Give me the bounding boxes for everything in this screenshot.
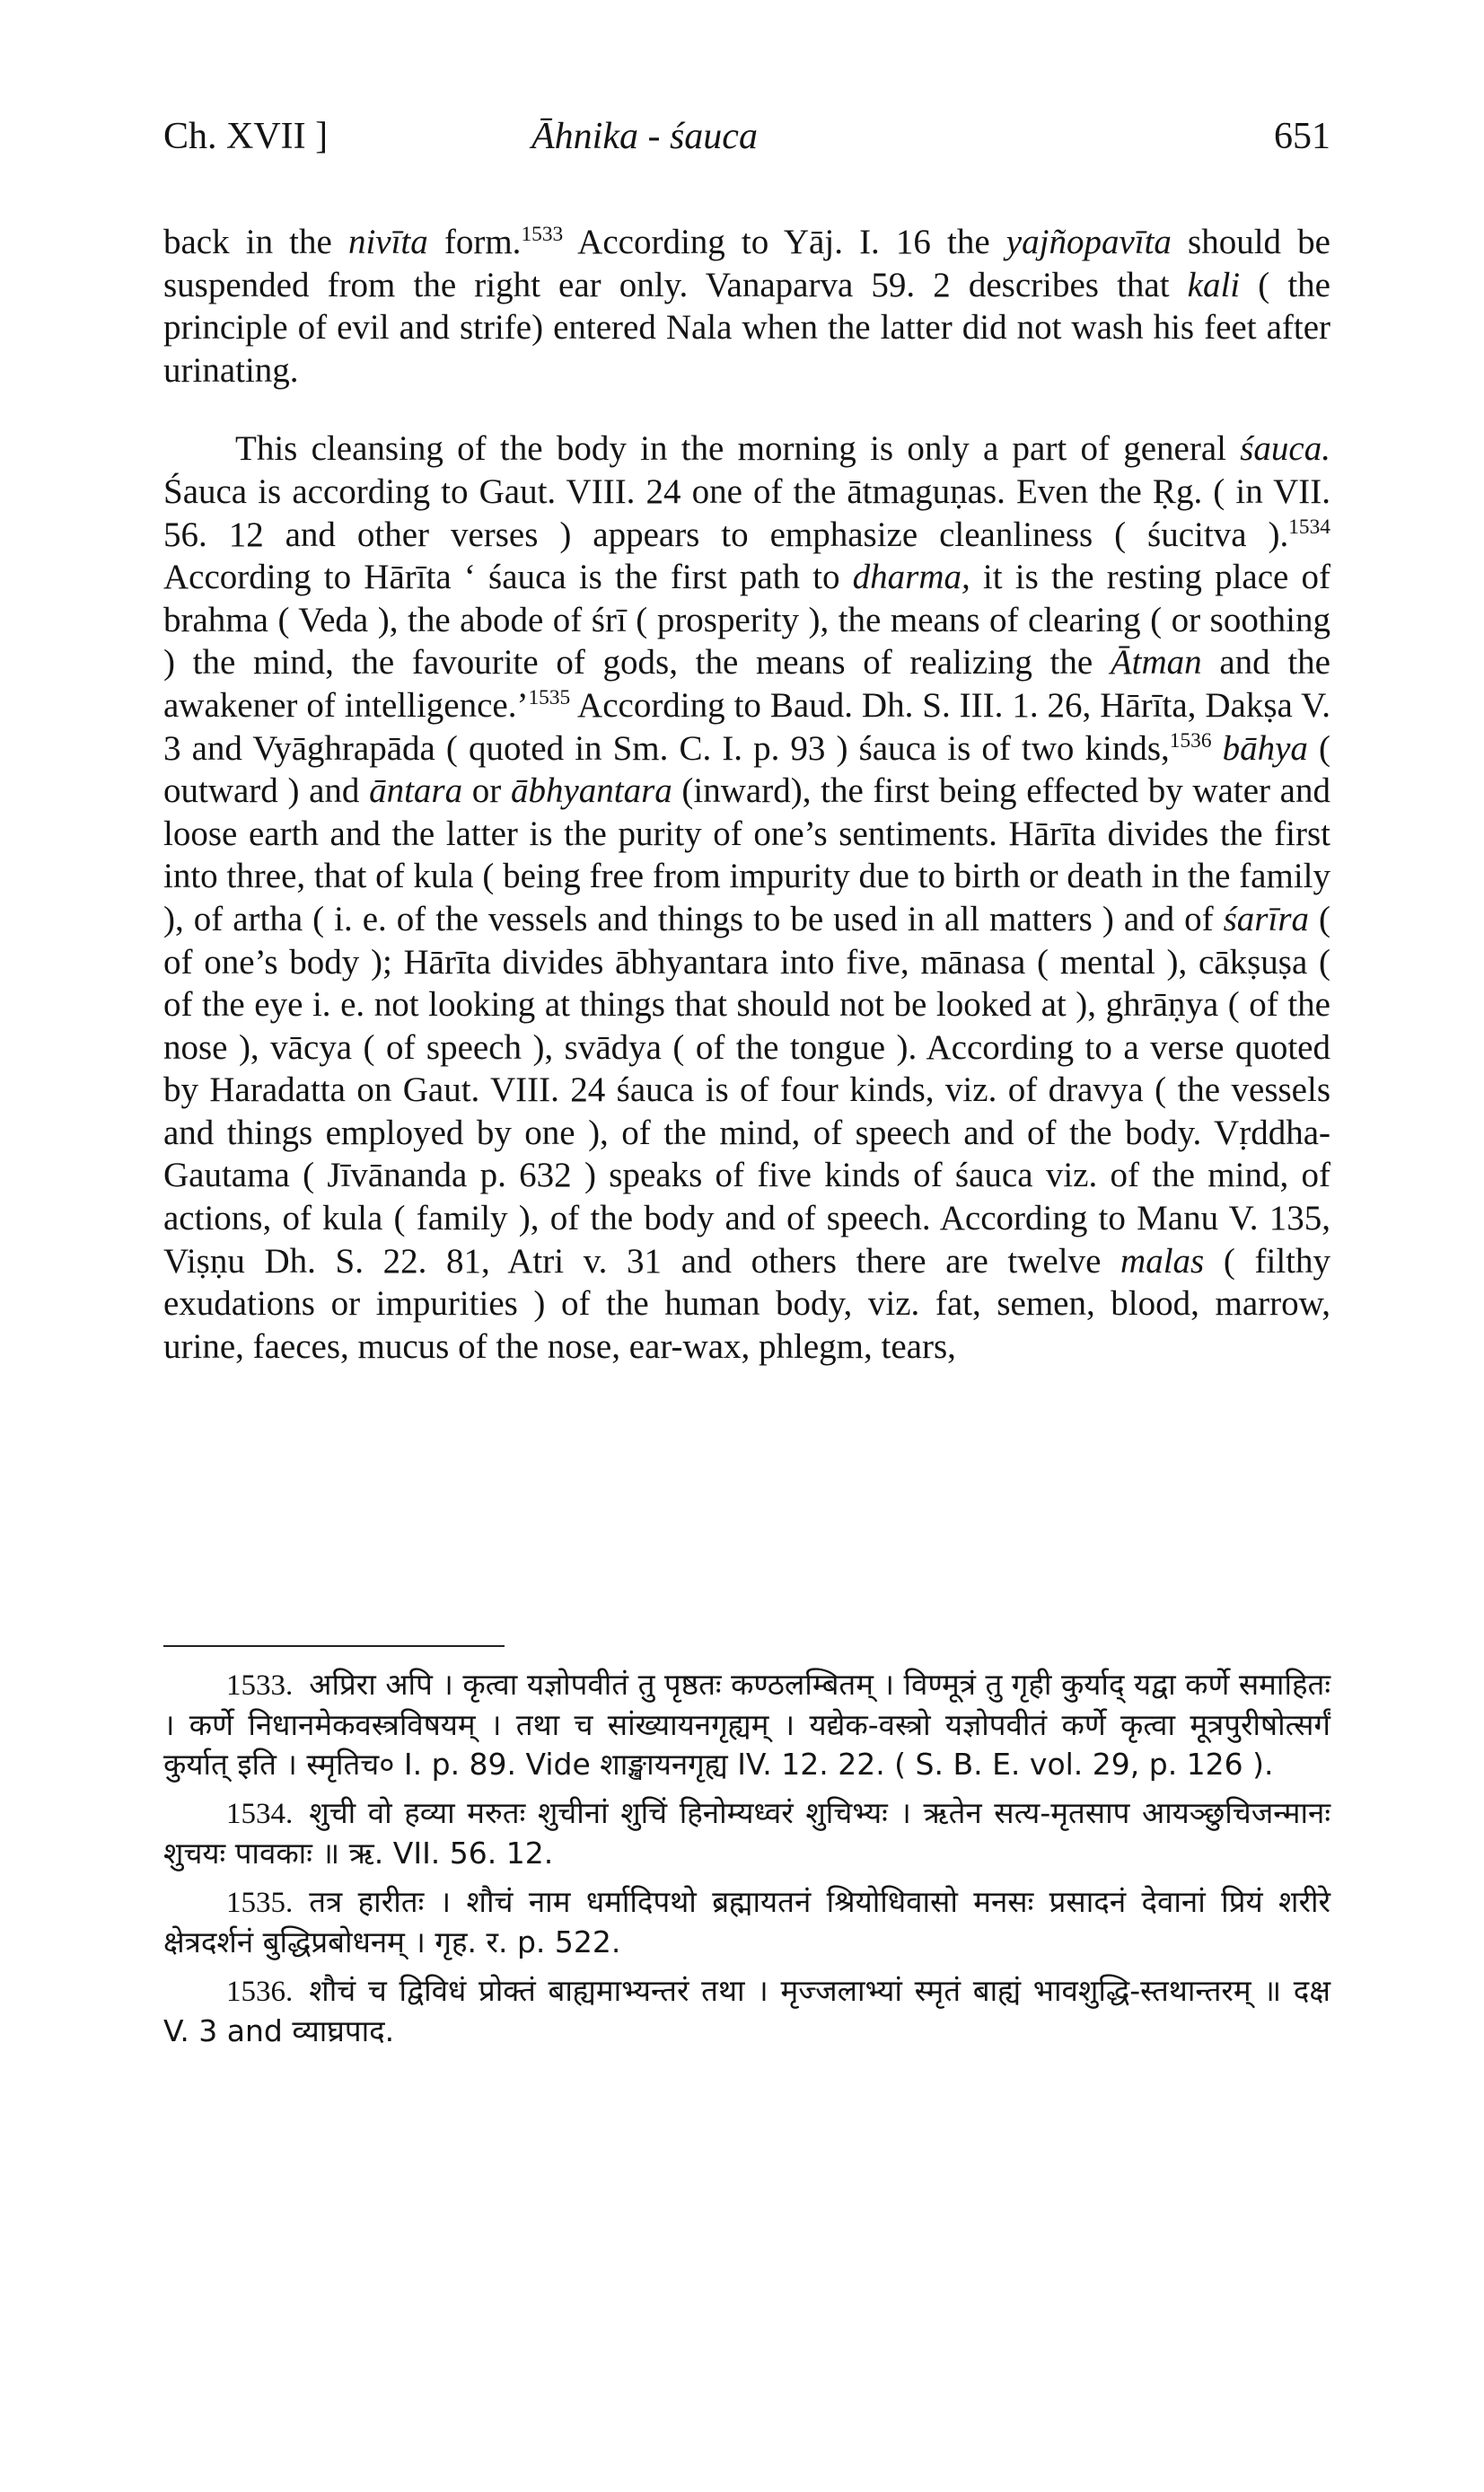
text-run: ( of one’s body ); Hārīta divides ābhyantara into five, mānasa ( mental ), cākṣuṣa ( of the eye i. e. not looking at things that should not be looked at ), ghrāṇya ( of the nose ), vācya ( of speech ), svādya ( of the tongue ). According to a verse quoted by Haradatta on Gaut. VIII. 24 śauca is of four kinds, viz. of dravya ( the vessels and things employed by one ), of the mind, of speech and of the body. Vṛddha-Gautama ( Jīvānanda p. 632 ) speaks of five kinds of śauca viz. of the mind, of actions, of kula ( family ), of the body and of speech. According to Manu V. 135, Viṣṇu Dh. S. 22. 81, Atri v. 31 and others there are twelve [163, 899, 1330, 1281]
text-run: back in the [163, 223, 348, 261]
footnote-text: तत्र हारीतः । शौचं नाम धर्मादिपथो ब्रह्मायतनं श्रियोधिवासो मनसः प्रसादनं देवानां प्रियं शरीरे क्षेत्रदर्शनं बुद्धिप्रबोधनम् । गृह. र. p. 522. [163, 1884, 1330, 1959]
footnote-ref: 1536 [1169, 728, 1212, 753]
italic-term: āntara [369, 771, 463, 811]
footnote [163, 1665, 1330, 1784]
italic-term: kali [1187, 265, 1241, 304]
footnote-ref: 1534 [1288, 515, 1330, 539]
chapter-label: Ch. XVII ] [163, 116, 329, 157]
text-run: According to Yāj. I. 16 the [563, 223, 1006, 261]
footnote-text: शुची वो हव्या मरुतः शुचीनां शुचिं हिनोम्यध्वरं शुचिभ्यः । ऋतेन सत्य-मृतसाप आयञ्छुचिजन्मानः शुचयः पावकाः ॥ ऋ. VII. 56. 12. [163, 1795, 1330, 1871]
text-run: According to Hārīta ‘ śauca is the first path to [163, 558, 853, 597]
footnote-number: 1534. [226, 1798, 294, 1830]
page-number: 651 [1274, 116, 1330, 157]
italic-term: ābhyantara [510, 771, 672, 811]
running-header [163, 115, 1330, 169]
text-run [1212, 729, 1223, 768]
text-run: ( outward ) and [163, 728, 1330, 811]
italic-term: nivīta [347, 223, 428, 261]
footnote-divider [163, 1645, 505, 1647]
footnote-text: शौचं च द्विविधं प्रोक्तं बाह्यमाभ्यन्तरं तथा । मृज्जलाभ्यां स्मृतं बाह्यं भावशुद्धि-स्तथान्तरम् ॥ दक्ष V. 3 and व्याघ्रपाद. [163, 1973, 1330, 2048]
text-run: ( the principle of evil and strife) entered Nala when the latter did not wash his feet after urinating. [163, 265, 1330, 390]
footnote [163, 1793, 1330, 1873]
footnote-ref: 1535 [528, 685, 571, 709]
footnote-number: 1535. [226, 1887, 294, 1919]
text-run: This cleansing of the body in the morning is only a part of general [235, 429, 1241, 469]
footnote [163, 1882, 1330, 1962]
italic-term: śarīra [1223, 899, 1309, 938]
footnotes [163, 1665, 1330, 2060]
footnote-text: अप्रिरा अपि । कृत्वा यज्ञोपवीतं तु पृष्ठतः कण्ठलम्बितम् । विण्मूत्रं तु गृही कुर्याद् यद्वा कर्णे समाहितः । कर्णे निधानमेकवस्त्रविषयम् । तथा च सांख्यायनगृह्यम् । यद्येक-वस्त्रो यज्ञोपवीतं कर्णे कृत्वा मूत्रपुरीषोत्सर्गं कुर्यात् इति । स्मृतिच० I. p. 89. Vide शाङ्खायनगृह्य IV. 12. 22. ( S. B. E. vol. 29, p. 126 ). [163, 1667, 1330, 1782]
footnote-number: 1536. [226, 1976, 294, 2008]
paragraph [163, 221, 1330, 392]
running-title: Āhnika - śauca [531, 116, 758, 157]
footnote [163, 1971, 1330, 2051]
text-run: and the awakener of intelligence.’ [163, 643, 1330, 725]
footnote-number: 1533. [226, 1669, 294, 1702]
text-run: it is the resting place of brahma ( Veda ), the abode of śrī ( prosperity ), the means of clearing ( or soothing ) the mind, the favourite of gods, the means of realizing the [163, 558, 1330, 682]
text-run: form. [427, 223, 522, 261]
italic-term: bāhya [1222, 728, 1308, 768]
italic-term: malas [1120, 1241, 1205, 1281]
italic-term: dharma, [852, 558, 970, 597]
footnote-ref: 1533 [521, 223, 564, 246]
text-run: should be suspended from the right ear only. Vanaparva 59. 2 describes that [163, 223, 1330, 304]
italic-term: śauca. [1240, 429, 1330, 469]
text-run: (inward), the first being effected by water and loose earth and the latter is the purity of one’s sentiments. Hārīta divides the first into three, that of kula ( being free from impurity due to birth or death in the family ), of artha ( i. e. of the vessels and things to be used in all matters ) and of [163, 771, 1330, 938]
text-run: ( filthy exudations or impurities ) of the human body, viz. fat, semen, blood, marrow, urine, faeces, mucus of the nose, ear-wax, phlegm, tears, [163, 1241, 1330, 1366]
text-run: or [462, 771, 511, 811]
italic-term: Ātman [1110, 643, 1202, 682]
text-run: Śauca is according to Gaut. VIII. 24 one of the ātmaguṇas. Even the Ṛg. ( in VII. 56. 12 and other verses ) appears to emphasize cleanliness ( śucitva ). [163, 471, 1330, 554]
paragraph [163, 427, 1330, 1368]
italic-term: yajñopavīta [1005, 223, 1172, 261]
main-text [163, 221, 1330, 1368]
text-run: According to Baud. Dh. S. III. 1. 26, Hārīta, Dakṣa V. 3 and Vyāghrapāda ( quoted in Sm. C. I. p. 93 ) śauca is of two kinds, [163, 685, 1330, 768]
